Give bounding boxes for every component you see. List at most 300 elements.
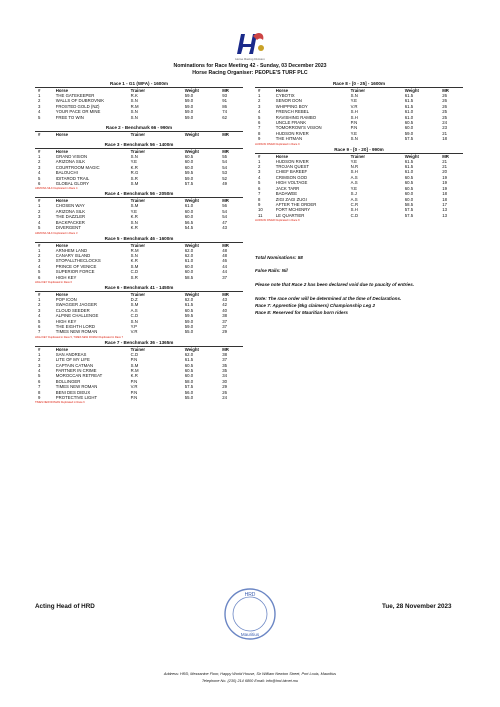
table-cell: P.N: [130, 395, 138, 401]
table-cell: 61.5: [404, 93, 414, 98]
duplicate-note: HIGH KEY Duplicated in Race 6: [35, 280, 73, 284]
table-cell: 60.5: [184, 307, 194, 313]
table-cell: R.M: [130, 103, 139, 109]
table-cell: S.N: [130, 109, 138, 115]
table-cell: 58.0: [184, 378, 194, 384]
table-cell: 59.0: [184, 114, 194, 120]
nominations-title: Nominations for Race Meeting 42 - Sunday, 03 December 2023: [173, 63, 327, 69]
table-cell: 54.5: [184, 225, 194, 231]
table-cell: S.M: [130, 263, 139, 269]
table-cell: FRENCH REBEL: [275, 109, 309, 115]
table-cell: 4: [38, 263, 41, 269]
table-cell: N.R: [350, 164, 359, 170]
table-cell: 13: [442, 212, 447, 218]
column-header: Horse: [55, 132, 68, 138]
table-cell: S.J: [350, 191, 357, 197]
table-cell: HUDSON RIVER: [275, 158, 309, 164]
column-header: Horse: [55, 242, 68, 248]
table-cell: 30: [222, 378, 227, 384]
table-cell: 61.0: [404, 114, 414, 120]
table-cell: 61.5: [404, 158, 414, 164]
table-cell: POP ICON: [55, 296, 77, 302]
column-header: MR: [442, 153, 449, 159]
table-cell: 10: [258, 207, 263, 213]
race-order-note: Note: The race order will be determined at the time of Declarations.: [255, 296, 402, 301]
column-header: Horse: [275, 153, 288, 159]
table-cell: Y.E: [350, 130, 358, 136]
table-cell: 60.0: [184, 159, 194, 165]
race-block: [35, 340, 243, 406]
table-cell: 34: [222, 373, 227, 379]
table-cell: BADAWEE: [275, 191, 298, 197]
table-cell: 3: [258, 169, 261, 175]
table-cell: C.D: [130, 313, 139, 319]
table-cell: S.H: [350, 114, 358, 120]
table-cell: 54: [222, 208, 227, 214]
column-header: Horse: [55, 291, 68, 297]
table-cell: THE HITMAN: [275, 136, 303, 142]
column-header: MR: [222, 132, 229, 138]
table-cell: 5: [38, 114, 41, 120]
column-header: Horse: [55, 198, 68, 204]
column-header: #: [38, 88, 41, 93]
race-block: [35, 285, 243, 340]
table-cell: THE DAZZLER: [55, 214, 86, 220]
table-cell: 18: [442, 191, 447, 197]
table-cell: 2: [258, 164, 261, 170]
duplicate-note: HUDSON RIVER Duplicated in Race 9: [255, 142, 300, 146]
table-cell: A.S: [350, 196, 358, 202]
table-cell: 54: [222, 164, 227, 170]
footer-address: Address: HRD, Mezzanine Floor, Happy World House, Sir William Newton Street, Port Louis, Mauritius: [163, 672, 337, 676]
table-cell: PROTECTIVE LIGHT: [55, 395, 98, 401]
column-header: MR: [442, 88, 449, 93]
table-cell: 3: [38, 362, 41, 368]
table-cell: 52: [222, 175, 227, 181]
table-cell: ZIGI ZAGI ZUGI: [275, 196, 307, 202]
table-cell: HIGH VOLTAGE: [275, 180, 308, 186]
table-cell: 48: [222, 252, 227, 258]
table-cell: 62.0: [184, 351, 194, 357]
table-cell: 60.0: [184, 269, 194, 275]
table-cell: V.R: [350, 103, 358, 109]
table-cell: 37: [222, 318, 227, 324]
table-cell: 62.0: [184, 252, 194, 258]
table-cell: S.H: [350, 109, 358, 115]
table-cell: 9: [38, 395, 41, 401]
table-cell: 38: [222, 351, 227, 357]
table-cell: 60.5: [184, 362, 194, 368]
seal-bottom-text: Mauritius: [240, 632, 260, 637]
table-cell: R.M: [130, 368, 139, 373]
race-title: Race 7 - Benchmark 36 - 1365m: [35, 340, 243, 347]
table-cell: S.R: [130, 175, 138, 181]
table-cell: 57.5: [404, 136, 414, 142]
table-cell: Y.E: [130, 159, 138, 165]
table-cell: CHOSEN WAY: [55, 203, 85, 209]
table-cell: 43: [222, 296, 227, 302]
table-cell: FREE TO WIN: [55, 114, 84, 120]
table-cell: 5: [258, 180, 261, 186]
table-cell: 44: [222, 269, 227, 275]
table-cell: 47: [222, 219, 227, 225]
table-cell: 59.0: [184, 103, 194, 109]
race8-note: Race 8: Reserved for Mauritian born riders: [255, 310, 348, 315]
column-header: Weight: [184, 149, 199, 155]
table-cell: 9: [258, 201, 261, 207]
race-block: [35, 142, 243, 191]
table-cell: C.D: [350, 212, 359, 218]
table-cell: 4: [258, 174, 261, 180]
table-cell: TROJAN QUEST: [275, 164, 309, 170]
table-cell: V.R: [130, 384, 138, 390]
table-cell: 61.0: [404, 109, 414, 115]
table-cell: 2: [258, 98, 261, 104]
column-header: MR: [222, 149, 229, 155]
table-cell: FORT MCHENRY: [275, 207, 311, 213]
right-race-column: [255, 81, 463, 223]
table-cell: 60.0: [184, 373, 194, 379]
race2-void-note: Please note that Race 2 has been declared void due to paucity of entries.: [255, 282, 415, 287]
table-cell: 7: [258, 191, 261, 197]
table-cell: 20: [442, 169, 447, 175]
table-cell: 19: [442, 185, 447, 191]
table-cell: CANARY ISLAND: [55, 252, 91, 258]
table-cell: 61.5: [404, 98, 414, 104]
table-cell: 49: [222, 181, 227, 187]
table-cell: 60.0: [404, 191, 414, 197]
column-header: #: [38, 149, 41, 155]
table-cell: THE EIGHTH LORD: [55, 323, 95, 329]
column-header: Trainer: [130, 149, 146, 155]
table-cell: DIVERGENT: [55, 225, 81, 231]
table-cell: 2: [38, 159, 41, 165]
table-cell: 1: [258, 158, 261, 164]
table-cell: 7: [38, 384, 41, 390]
race-table: [35, 292, 243, 335]
table-cell: 60.5: [184, 154, 194, 160]
hrd-seal-icon: [222, 586, 278, 642]
table-cell: LE QUARTIER: [275, 212, 305, 218]
footer-telephone: Telephone No. (230) 214 6800 Email: info@hrd.bimet.mu: [201, 679, 299, 683]
table-cell: 93: [222, 93, 227, 98]
table-cell: 35: [222, 368, 227, 373]
table-cell: 62: [222, 114, 227, 120]
race-title: Race 6 - Benchmark 41 - 1450m: [35, 285, 243, 292]
table-cell: 61.0: [184, 258, 194, 264]
table-cell: 3: [258, 103, 261, 109]
table-cell: 21: [442, 158, 447, 164]
duplicate-note: TIMES NEW ROMAN Duplicated in Race 6: [35, 401, 85, 405]
table-cell: 6: [258, 185, 261, 191]
table-cell: 3: [38, 103, 41, 109]
table-cell: 59.0: [184, 175, 194, 181]
table-cell: 5: [258, 114, 261, 120]
table-cell: S.M: [130, 203, 139, 209]
table-cell: ARNHEM LAND: [55, 247, 88, 253]
table-cell: FROSTED GOLD (NZ): [55, 103, 100, 109]
table-cell: R.G: [130, 170, 139, 176]
table-cell: A.S: [350, 180, 358, 186]
table-cell: K.R: [130, 373, 138, 379]
table-cell: 37: [222, 357, 227, 363]
table-cell: 29: [222, 329, 227, 335]
table-cell: 57.5: [184, 384, 194, 390]
table-cell: 26: [442, 93, 447, 98]
table-cell: S.N: [130, 318, 138, 324]
table-cell: ARIZONA SILK: [55, 208, 86, 214]
race-table: [35, 88, 243, 120]
table-cell: C.R: [350, 201, 359, 207]
table-cell: 56.5: [184, 219, 194, 225]
table-cell: MOROCCAN RETREAT: [55, 373, 103, 379]
table-cell: 61.5: [184, 302, 194, 308]
race-title: Race 5 - Benchmark 46 - 1600m: [35, 236, 243, 243]
table-cell: 60.5: [404, 180, 414, 186]
table-cell: ALPINE CHALLENGE: [55, 313, 99, 319]
table-cell: BOLLINGER: [55, 378, 81, 384]
table-cell: 7: [38, 329, 41, 335]
table-cell: 61.0: [184, 203, 194, 209]
table-cell: 26: [222, 389, 227, 395]
race-block: [35, 125, 243, 142]
column-header: Trainer: [130, 198, 146, 204]
column-header: Weight: [184, 88, 199, 93]
table-cell: 60.0: [404, 125, 414, 131]
table-cell: 35: [222, 362, 227, 368]
table-cell: CAPTAIN CATMAN: [55, 362, 94, 368]
table-cell: 21: [442, 164, 447, 170]
table-cell: V.R: [130, 329, 138, 335]
table-cell: 37: [222, 274, 227, 280]
table-cell: 86: [222, 103, 227, 109]
race-block: [255, 81, 463, 147]
table-cell: 59.5: [184, 313, 194, 319]
total-nominations: Total Nominations: 58: [255, 255, 303, 260]
race-title: Race 3 - Benchmark 56 - 1400m: [35, 142, 243, 149]
hrd-logo-icon: [233, 28, 267, 58]
table-cell: TIMES NEW ROMAN: [55, 329, 98, 335]
duplicate-note: HIGH KEY Duplicated in Race 5, TIMES NEW ROMAN Duplicated in Race 7: [35, 335, 124, 339]
table-cell: 1: [258, 93, 261, 98]
column-header: Horse: [55, 88, 68, 93]
table-cell: S.H: [350, 207, 358, 213]
table-cell: 62.0: [184, 296, 194, 302]
table-cell: 19: [442, 180, 447, 186]
table-cell: D.Z: [130, 296, 138, 302]
table-cell: 2: [38, 357, 41, 363]
table-cell: 4: [38, 109, 41, 115]
table-cell: 23: [442, 125, 447, 131]
table-cell: HUDSON RIVER: [275, 130, 309, 136]
table-cell: Y.E: [350, 98, 358, 104]
table-cell: UNCLE FRANK: [275, 120, 307, 126]
table-cell: R.M: [130, 247, 139, 253]
table-cell: CYBOTIX: [275, 93, 295, 98]
table-cell: 5: [38, 318, 41, 324]
false-rails: False Rails: Nil: [255, 268, 288, 273]
column-header: #: [258, 88, 261, 93]
table-cell: P.N: [130, 378, 138, 384]
column-header: Horse: [55, 149, 68, 155]
column-header: #: [38, 242, 41, 248]
table-cell: 3: [38, 164, 41, 170]
table-cell: 44: [222, 263, 227, 269]
table-cell: 61.0: [404, 169, 414, 175]
table-cell: TOMORROW'S VISION: [275, 125, 322, 131]
table-cell: PRINCE OF VENICE: [55, 263, 97, 269]
table-cell: 60.0: [404, 196, 414, 202]
table-cell: S.N: [130, 252, 138, 258]
column-header: Trainer: [130, 132, 146, 138]
table-cell: A.S: [130, 307, 138, 313]
table-cell: 26: [442, 98, 447, 104]
race-table: [255, 154, 463, 218]
column-header: Weight: [184, 291, 199, 297]
table-cell: 60.5: [404, 174, 414, 180]
table-cell: 61.5: [184, 357, 194, 363]
column-header: Trainer: [350, 88, 366, 93]
column-header: #: [258, 153, 261, 159]
table-cell: 55.0: [184, 329, 194, 335]
column-header: #: [38, 291, 41, 297]
table-cell: 59.0: [184, 93, 194, 98]
table-cell: S.M: [130, 362, 139, 368]
race-title: Race 4 - Benchmark 56 - 2050m: [35, 191, 243, 198]
duplicate-note: ARIZONA SILK Duplicated in Race 3: [35, 231, 78, 235]
table-cell: 4: [38, 170, 41, 176]
table-cell: 60.0: [184, 263, 194, 269]
table-cell: GRAND VISION: [55, 154, 88, 160]
table-cell: 6: [38, 378, 41, 384]
race-block: [35, 81, 243, 125]
table-cell: 40: [222, 307, 227, 313]
race-title: Race 8 - [0 - 25] - 1600m: [255, 81, 463, 88]
table-cell: 6: [38, 181, 41, 187]
table-cell: Y.E: [350, 185, 358, 191]
table-cell: S.N: [130, 98, 138, 104]
table-cell: 18: [442, 196, 447, 202]
table-cell: 59.0: [404, 130, 414, 136]
race-title: Race 9 - [0 - 20] - 990m: [255, 147, 463, 154]
table-cell: K.R: [130, 164, 138, 170]
column-header: Weight: [404, 88, 419, 93]
table-cell: 6: [38, 323, 41, 329]
table-cell: 2: [38, 98, 41, 104]
table-cell: 3: [38, 214, 41, 220]
table-cell: C.D: [130, 351, 139, 357]
table-cell: S.R: [130, 274, 138, 280]
table-cell: CLOUD SEEDER: [55, 307, 90, 313]
table-cell: COURTROOM MAGIC: [55, 164, 100, 170]
table-cell: SAN ANDREAS: [55, 351, 87, 357]
race-title: Race 1 - G1 (WFA) - 1600m: [35, 81, 243, 88]
column-header: Weight: [184, 132, 199, 138]
table-cell: 38: [222, 313, 227, 319]
table-cell: S.N: [130, 114, 138, 120]
table-cell: IDITAROD TRAIL: [55, 175, 90, 181]
table-cell: ARIZONA SILK: [55, 159, 86, 165]
table-cell: BENI DES DIEUX: [55, 389, 91, 395]
table-cell: 26: [442, 103, 447, 109]
table-cell: WALLS OF DUBROVNIK: [55, 98, 105, 104]
table-cell: 43: [222, 225, 227, 231]
organiser-title: Horse Racing Organiser: PEOPLE'S TURF PLC: [192, 70, 308, 76]
table-cell: YOUR PACE OR MINE: [55, 109, 101, 115]
table-cell: Y.E: [130, 208, 138, 214]
race-table: [35, 243, 243, 280]
table-cell: 54: [222, 159, 227, 165]
table-cell: 60.5: [404, 185, 414, 191]
column-header: MR: [222, 198, 229, 204]
race-table: [35, 198, 243, 230]
table-cell: GLOBAL GLORY: [55, 181, 89, 187]
table-cell: 59.0: [184, 98, 194, 104]
column-header: MR: [222, 242, 229, 248]
column-header: Horse: [55, 346, 68, 352]
table-cell: 13: [442, 207, 447, 213]
table-cell: LITE OF MY LIFE: [55, 357, 90, 363]
table-cell: 46: [222, 258, 227, 264]
column-header: MR: [222, 346, 229, 352]
table-cell: SENOR DON: [275, 98, 302, 104]
table-cell: 56.0: [184, 389, 194, 395]
table-cell: RAVISHING RAMBO: [275, 114, 317, 120]
table-cell: 5: [38, 269, 41, 275]
table-cell: 8: [258, 130, 261, 136]
table-cell: 74: [222, 109, 227, 115]
table-cell: 5: [38, 225, 41, 231]
table-cell: 6: [258, 120, 261, 126]
table-cell: 54: [222, 214, 227, 220]
table-cell: 59.0: [184, 109, 194, 115]
table-cell: 8: [38, 389, 41, 395]
race-table: [255, 88, 463, 142]
table-cell: 42: [222, 302, 227, 308]
race-block: [255, 147, 463, 223]
table-cell: 21: [442, 130, 447, 136]
table-cell: 24: [222, 395, 227, 401]
table-cell: 48: [222, 247, 227, 253]
table-cell: 60.0: [184, 164, 194, 170]
table-cell: A.S: [350, 174, 358, 180]
table-cell: 59.0: [184, 318, 194, 324]
table-cell: 25: [442, 114, 447, 120]
acting-head-signature: Acting Head of HRD: [35, 603, 95, 610]
table-cell: S.N: [130, 154, 138, 160]
table-cell: 3: [38, 258, 41, 264]
table-cell: THE GATEKEEPER: [55, 93, 95, 98]
table-cell: 59.0: [184, 323, 194, 329]
seal-top-text: HRD: [244, 592, 256, 598]
table-cell: JACK TARR: [275, 185, 300, 191]
table-cell: SUPERIOR FORCE: [55, 269, 95, 275]
table-cell: 37: [222, 323, 227, 329]
table-cell: 1: [38, 93, 41, 98]
table-cell: 5: [38, 175, 41, 181]
table-cell: 4: [258, 109, 261, 115]
table-cell: S.N: [350, 136, 358, 142]
table-cell: 4: [38, 368, 41, 373]
table-cell: 1: [38, 154, 41, 160]
table-cell: K.R: [130, 225, 138, 231]
table-cell: 8: [258, 196, 261, 202]
table-cell: 9: [258, 136, 261, 142]
issue-date: Tue, 28 November 2023: [382, 603, 452, 610]
table-cell: AFTER THE ORDER: [275, 201, 317, 207]
table-cell: 58.5: [184, 274, 194, 280]
column-header: MR: [222, 88, 229, 93]
